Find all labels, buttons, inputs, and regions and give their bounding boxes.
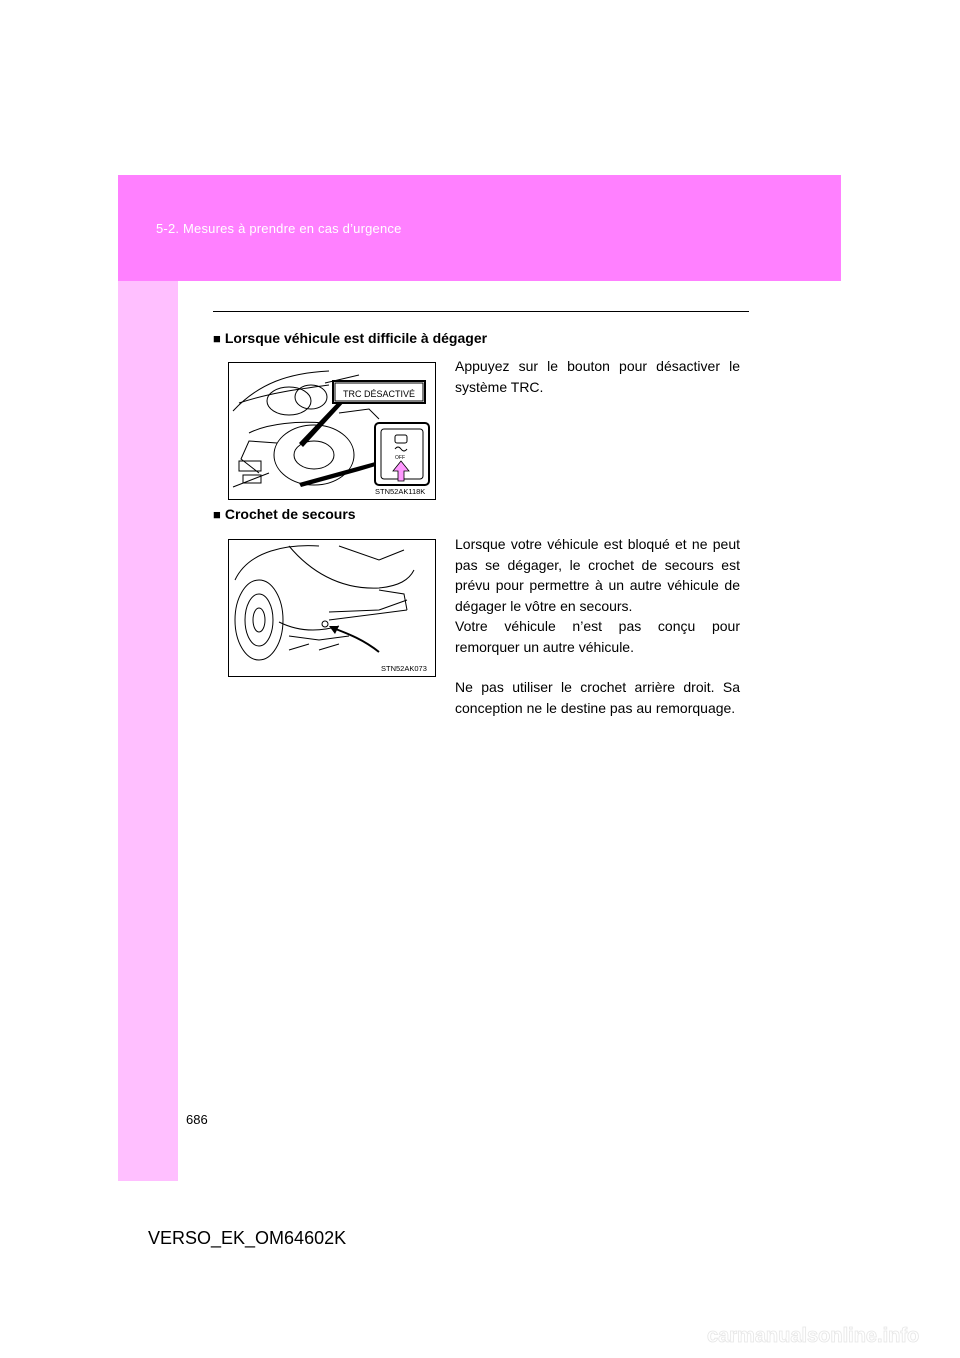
heading-bullet: ■ <box>213 331 221 346</box>
section-title: 5-2. Mesures à prendre en cas d’urgence <box>156 221 402 236</box>
document-code: VERSO_EK_OM64602K <box>148 1228 347 1248</box>
trc-label: TRC DÉSACTIVÉ <box>343 389 416 399</box>
top-rule <box>213 311 749 312</box>
figure-code: STN52AK073 <box>381 664 427 673</box>
heading-hook <box>213 506 356 522</box>
paragraph-trc: Appuyez sur le bouton pour désactiver le système TRC. <box>455 358 740 395</box>
side-strip <box>118 281 178 1181</box>
paragraph-hook-1: Lorsque votre véhicule est bloqué et ne peut pas se dégager, le crochet de secours est prévu pour permettre à un autre véhicule de dégager le vôtre en secours. <box>455 536 740 614</box>
header-band <box>118 175 841 281</box>
page-number: 686 <box>186 1112 208 1127</box>
paragraph-hook-3: Ne pas utiliser le crochet arrière droit. Sa conception ne le destine pas au remorquage. <box>455 679 740 716</box>
watermark-logo <box>705 1320 955 1350</box>
off-label: OFF <box>395 455 405 461</box>
heading-bullet: ■ <box>213 507 221 522</box>
figure-code: STN52AK118K <box>375 487 426 496</box>
heading-hook-text: Crochet de secours <box>224 506 356 522</box>
heading-trc <box>213 330 487 346</box>
svg-text:carmanualsonline.info: carmanualsonline.info <box>707 1325 920 1347</box>
heading-trc-text: Lorsque véhicule est difficile à dégager <box>224 330 488 346</box>
figure-trc-dashboard <box>228 362 436 500</box>
dashboard-illustration <box>229 363 435 499</box>
paragraph-hook-2: Votre véhicule n’est pas conçu pour remorquer un autre véhicule. <box>455 618 740 655</box>
figure-tow-hook <box>228 539 436 677</box>
tow-hook-illustration <box>229 540 435 676</box>
